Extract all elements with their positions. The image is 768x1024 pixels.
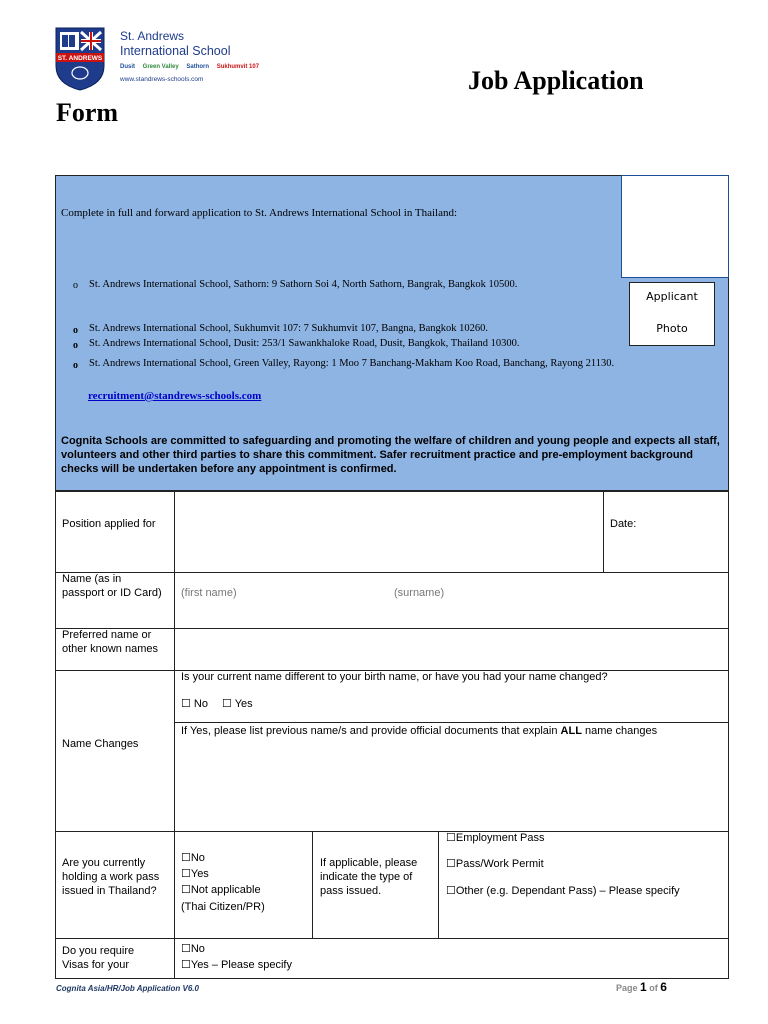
work-pass-na-checkbox[interactable]: ☐Not applicable xyxy=(181,884,261,896)
campus-sukhumvit: Sukhumvit 107 xyxy=(216,64,260,70)
form-title-line2: Form xyxy=(56,98,119,127)
intro-text: Complete in full and forward application to St. Andrews International School in Thailand: xyxy=(61,207,458,219)
work-pass-yes-checkbox[interactable]: ☐Yes xyxy=(181,868,209,880)
name-label: Name (as in passport or ID Card) xyxy=(62,573,162,599)
address-bullet: o xyxy=(73,360,78,371)
school-logo xyxy=(54,26,266,92)
address-bullet: o xyxy=(73,325,78,336)
work-pass-label: Are you currently holding a work pass issued in Thailand? xyxy=(62,857,160,897)
visa-label: Do you require Visas for your xyxy=(62,945,135,971)
school-name-line2: International School xyxy=(120,44,231,58)
recruitment-email-link[interactable]: recruitment@standrews-schools.com xyxy=(88,390,262,402)
name-change-question: Is your current name different to your birth name, or have you had your name changed? xyxy=(181,671,608,683)
crest-text: ST. ANDREWS xyxy=(57,55,103,62)
address-sukhumvit: St. Andrews International School, Sukhumvit 107: 7 Sukhumvit 107, Bangna, Bangkok 10260. xyxy=(89,323,488,334)
document-reference: Cognita Asia/HR/Job Application V6.0 xyxy=(56,984,199,993)
form-title-line1: Job Application xyxy=(468,66,644,95)
photo-label-photo: Photo xyxy=(656,322,688,335)
name-change-yes-checkbox[interactable]: ☐ Yes xyxy=(222,698,253,710)
address-bullet: o xyxy=(73,340,78,351)
date-label: Date: xyxy=(610,518,637,530)
preferred-name-input[interactable] xyxy=(180,632,720,666)
position-label: Position applied for xyxy=(62,518,156,530)
address-bullet: o xyxy=(73,280,78,291)
address-dusit: St. Andrews International School, Dusit: 253/1 Sawankhaloke Road, Dusit, Bangkok, Thailand 10300. xyxy=(89,338,520,349)
photo-placeholder[interactable] xyxy=(621,175,729,278)
photo-label xyxy=(629,282,715,346)
other-pass-checkbox[interactable]: ☐Other (e.g. Dependant Pass) – Please specify xyxy=(446,885,680,897)
work-permit-checkbox[interactable]: ☐Pass/Work Permit xyxy=(446,858,544,870)
address-green-valley: St. Andrews International School, Green Valley, Rayong: 1 Moo 7 Banchang-Makham Koo Road, Banchang, Rayong 21130. xyxy=(89,358,615,369)
employment-pass-checkbox[interactable]: ☐Employment Pass xyxy=(446,832,545,844)
name-changes-label: Name Changes xyxy=(62,738,139,750)
work-pass-no-checkbox[interactable]: ☐No xyxy=(181,852,205,864)
school-crest-icon xyxy=(54,26,266,92)
svg-text:Dusit Green Valley xyxy=(120,64,260,70)
visa-yes-checkbox[interactable]: ☐Yes – Please specify xyxy=(181,959,292,971)
first-name-input[interactable]: (first name) xyxy=(181,587,237,599)
page-number: Page 1 of 6 xyxy=(616,980,667,994)
visa-no-checkbox[interactable]: ☐No xyxy=(181,943,205,955)
school-name-line1: St. Andrews xyxy=(120,29,185,43)
photo-label-applicant: Applicant xyxy=(646,290,698,303)
work-pass-na-note: (Thai Citizen/PR) xyxy=(181,901,265,913)
campus-dusit: Dusit xyxy=(120,64,135,70)
website-text: www.standrews-schools.com xyxy=(120,76,204,83)
campus-sathorn: Sathorn xyxy=(186,64,210,70)
pass-type-label: If applicable, please indicate the type of pass issued. xyxy=(320,857,418,897)
preferred-name-label: Preferred name or other known names xyxy=(62,629,158,655)
safeguarding-notice: Cognita Schools are committed to safeguarding and promoting the welfare of children and young people and expects all staff, volunteers and other third parties to share this commitment. Safer recruitment practice and pre-employment background checks will be undertaken before any appointment is confirmed. xyxy=(61,435,720,475)
name-change-instructions: If Yes, please list previous name/s and provide official documents that explain ALL name changes xyxy=(181,725,658,737)
position-input[interactable] xyxy=(180,496,598,568)
address-sathorn: St. Andrews International School, Sathorn: 9 Sathorn Soi 4, North Sathorn, Bangrak, Bangkok 10500. xyxy=(89,279,518,290)
campus-green-valley: Green Valley xyxy=(142,64,179,70)
surname-input[interactable]: (surname) xyxy=(394,587,445,599)
name-change-no-checkbox[interactable]: ☐ No xyxy=(181,698,208,710)
